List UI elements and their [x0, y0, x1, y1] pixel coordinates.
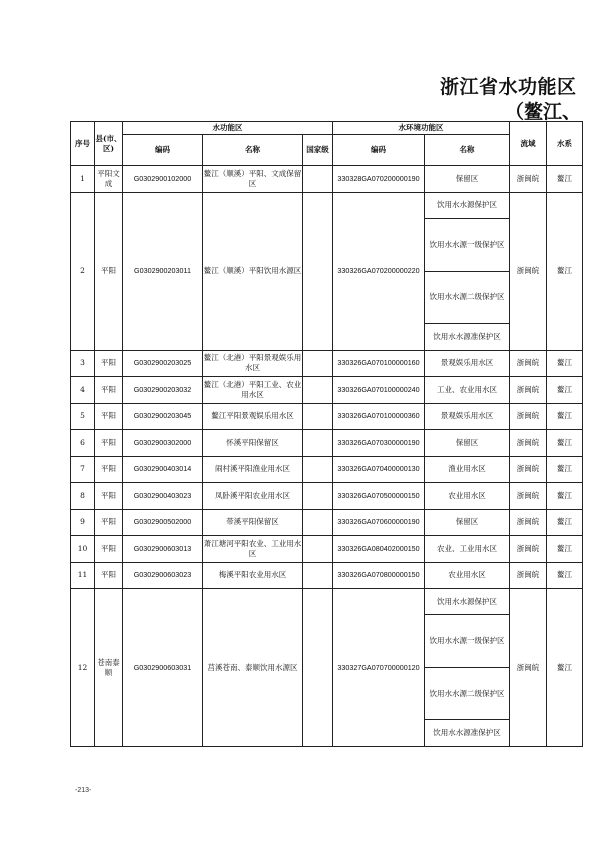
row-basin: 浙闽皖 — [510, 403, 547, 430]
water-function-zone-table — [70, 121, 583, 747]
document-title-line1: 浙江省水功能区 — [440, 76, 577, 98]
document-title-line2: （鳌江、 — [505, 101, 582, 123]
row-env-code: 330326GA070400000130 — [333, 456, 425, 483]
row-national-level — [303, 430, 333, 457]
row-code: G0302900203011 — [123, 192, 203, 350]
row-water-system: 鳌江 — [547, 456, 583, 483]
table-row — [71, 377, 583, 404]
header-water-function-zone: 水功能区 — [123, 122, 333, 135]
row-county: 平阳 — [95, 350, 123, 377]
row-county: 平阳 — [95, 536, 123, 563]
row-seq: 6 — [71, 430, 95, 457]
header-water-system: 水系 — [547, 122, 583, 166]
row-seq: 1 — [71, 166, 95, 193]
row-name: 闹村溪平阳渔业用水区 — [203, 456, 303, 483]
header-national-level: 国家级 — [303, 135, 333, 166]
row-seq: 9 — [71, 509, 95, 536]
row-env-name: 饮用水水源准保护区 — [425, 720, 510, 747]
row-seq: 4 — [71, 377, 95, 404]
row-seq: 8 — [71, 483, 95, 510]
row-code: G0302900502000 — [123, 509, 203, 536]
row-seq: 11 — [71, 562, 95, 589]
row-env-code: 330326GA070800000150 — [333, 562, 425, 589]
row-code: G0302900403014 — [123, 456, 203, 483]
row-name: 萧江塘河平阳农业、工业用水区 — [203, 536, 303, 563]
row-seq: 7 — [71, 456, 95, 483]
row-national-level — [303, 192, 333, 350]
row-water-system: 鳌江 — [547, 589, 583, 747]
row-water-system: 鳌江 — [547, 166, 583, 193]
row-county: 平阳 — [95, 377, 123, 404]
table-row — [71, 166, 583, 193]
header-env-name: 名称 — [425, 135, 510, 166]
row-county: 平阳 — [95, 562, 123, 589]
row-basin: 浙闽皖 — [510, 562, 547, 589]
table-row — [71, 589, 583, 615]
row-national-level — [303, 377, 333, 404]
row-basin: 浙闽皖 — [510, 483, 547, 510]
row-national-level — [303, 166, 333, 193]
row-basin: 浙闽皖 — [510, 536, 547, 563]
row-code: G0302900203025 — [123, 350, 203, 377]
row-env-code: 330326GA070500000150 — [333, 483, 425, 510]
row-county: 平阳 — [95, 456, 123, 483]
header-env-function-zone: 水环境功能区 — [333, 122, 510, 135]
row-national-level — [303, 483, 333, 510]
row-code: G0302900302000 — [123, 430, 203, 457]
row-basin: 浙闽皖 — [510, 166, 547, 193]
row-code: G0302900603023 — [123, 562, 203, 589]
header-code: 编码 — [123, 135, 203, 166]
row-seq: 12 — [71, 589, 95, 747]
row-county: 苍南泰顺 — [95, 589, 123, 747]
page-number: -213- — [75, 787, 92, 794]
row-name: 鳌江（北港）平阳工业、农业用水区 — [203, 377, 303, 404]
table-row — [71, 562, 583, 589]
row-name: 莒溪苍南、泰顺饮用水源区 — [203, 589, 303, 747]
table-row — [71, 483, 583, 510]
row-seq: 5 — [71, 403, 95, 430]
row-env-name: 饮用水水源保护区 — [425, 589, 510, 615]
row-basin: 浙闽皖 — [510, 377, 547, 404]
row-name: 带溪平阳保留区 — [203, 509, 303, 536]
header-seq: 序号 — [71, 122, 95, 166]
row-name: 鳌江平阳景观娱乐用水区 — [203, 403, 303, 430]
row-county: 平阳 — [95, 192, 123, 350]
row-code: G0302900603013 — [123, 536, 203, 563]
table-row — [71, 192, 583, 218]
row-env-code: 330327GA070700000120 — [333, 589, 425, 747]
row-water-system: 鳌江 — [547, 536, 583, 563]
row-county: 平阳 — [95, 483, 123, 510]
row-basin: 浙闽皖 — [510, 456, 547, 483]
table-row — [71, 456, 583, 483]
row-national-level — [303, 456, 333, 483]
row-env-name: 保留区 — [425, 509, 510, 536]
row-basin: 浙闽皖 — [510, 192, 547, 350]
row-name: 凤卧溪平阳农业用水区 — [203, 483, 303, 510]
row-env-name: 保留区 — [425, 166, 510, 193]
row-name: 鳌江（顺溪）平阳饮用水源区 — [203, 192, 303, 350]
row-national-level — [303, 509, 333, 536]
row-env-name: 饮用水水源二级保护区 — [425, 668, 510, 720]
row-seq: 2 — [71, 192, 95, 350]
row-env-name: 景观娱乐用水区 — [425, 350, 510, 377]
row-seq: 10 — [71, 536, 95, 563]
row-water-system: 鳌江 — [547, 192, 583, 350]
row-county: 平阳 — [95, 509, 123, 536]
table-row — [71, 350, 583, 377]
row-name: 鳌江（北港）平阳景观娱乐用水区 — [203, 350, 303, 377]
row-basin: 浙闽皖 — [510, 350, 547, 377]
row-seq: 3 — [71, 350, 95, 377]
row-water-system: 鳌江 — [547, 562, 583, 589]
row-env-name: 饮用水水源一级保护区 — [425, 615, 510, 668]
row-county: 平阳 — [95, 430, 123, 457]
row-water-system: 鳌江 — [547, 403, 583, 430]
table-row — [71, 430, 583, 457]
header-county: 县(市、区) — [95, 122, 123, 166]
row-env-code: 330326GA080402000150 — [333, 536, 425, 563]
row-env-name: 饮用水水源准保护区 — [425, 323, 510, 350]
row-code: G0302900603031 — [123, 589, 203, 747]
row-national-level — [303, 536, 333, 563]
table-row — [71, 536, 583, 563]
row-water-system: 鳌江 — [547, 430, 583, 457]
row-code: G0302900403023 — [123, 483, 203, 510]
row-code: G0302900203045 — [123, 403, 203, 430]
row-county: 平阳 — [95, 403, 123, 430]
table-row — [71, 509, 583, 536]
row-env-code: 330328GA070200000190 — [333, 166, 425, 193]
row-water-system: 鳌江 — [547, 509, 583, 536]
row-name: 怀溪平阳保留区 — [203, 430, 303, 457]
row-env-name: 保留区 — [425, 430, 510, 457]
row-name: 梅溪平阳农业用水区 — [203, 562, 303, 589]
row-basin: 浙闽皖 — [510, 589, 547, 747]
row-national-level — [303, 589, 333, 747]
row-env-code: 330326GA070600000190 — [333, 509, 425, 536]
table-row — [71, 403, 583, 430]
row-env-code: 330326GA070300000190 — [333, 430, 425, 457]
row-env-name: 饮用水水源保护区 — [425, 192, 510, 218]
row-national-level — [303, 350, 333, 377]
row-env-code: 330326GA070200000220 — [333, 192, 425, 350]
row-env-code: 330326GA070100000240 — [333, 377, 425, 404]
row-water-system: 鳌江 — [547, 483, 583, 510]
row-env-name: 工业、农业用水区 — [425, 377, 510, 404]
row-water-system: 鳌江 — [547, 350, 583, 377]
row-code: G0302900102000 — [123, 166, 203, 193]
row-env-name: 饮用水水源二级保护区 — [425, 271, 510, 323]
row-env-code: 330326GA070100000160 — [333, 350, 425, 377]
row-national-level — [303, 562, 333, 589]
row-env-name: 景观娱乐用水区 — [425, 403, 510, 430]
header-env-code: 编码 — [333, 135, 425, 166]
row-code: G0302900203032 — [123, 377, 203, 404]
row-env-code: 330326GA070100000360 — [333, 403, 425, 430]
row-env-name: 饮用水水源一级保护区 — [425, 218, 510, 271]
header-basin: 流域 — [510, 122, 547, 166]
row-env-name: 农业用水区 — [425, 483, 510, 510]
row-basin: 浙闽皖 — [510, 509, 547, 536]
row-county: 平阳文成 — [95, 166, 123, 193]
row-env-name: 渔业用水区 — [425, 456, 510, 483]
row-basin: 浙闽皖 — [510, 430, 547, 457]
header-name: 名称 — [203, 135, 303, 166]
row-national-level — [303, 403, 333, 430]
row-water-system: 鳌江 — [547, 377, 583, 404]
table-body — [71, 166, 583, 747]
row-name: 鳌江（顺溪）平阳、文成保留区 — [203, 166, 303, 193]
row-env-name: 农业、工业用水区 — [425, 536, 510, 563]
row-env-name: 农业用水区 — [425, 562, 510, 589]
